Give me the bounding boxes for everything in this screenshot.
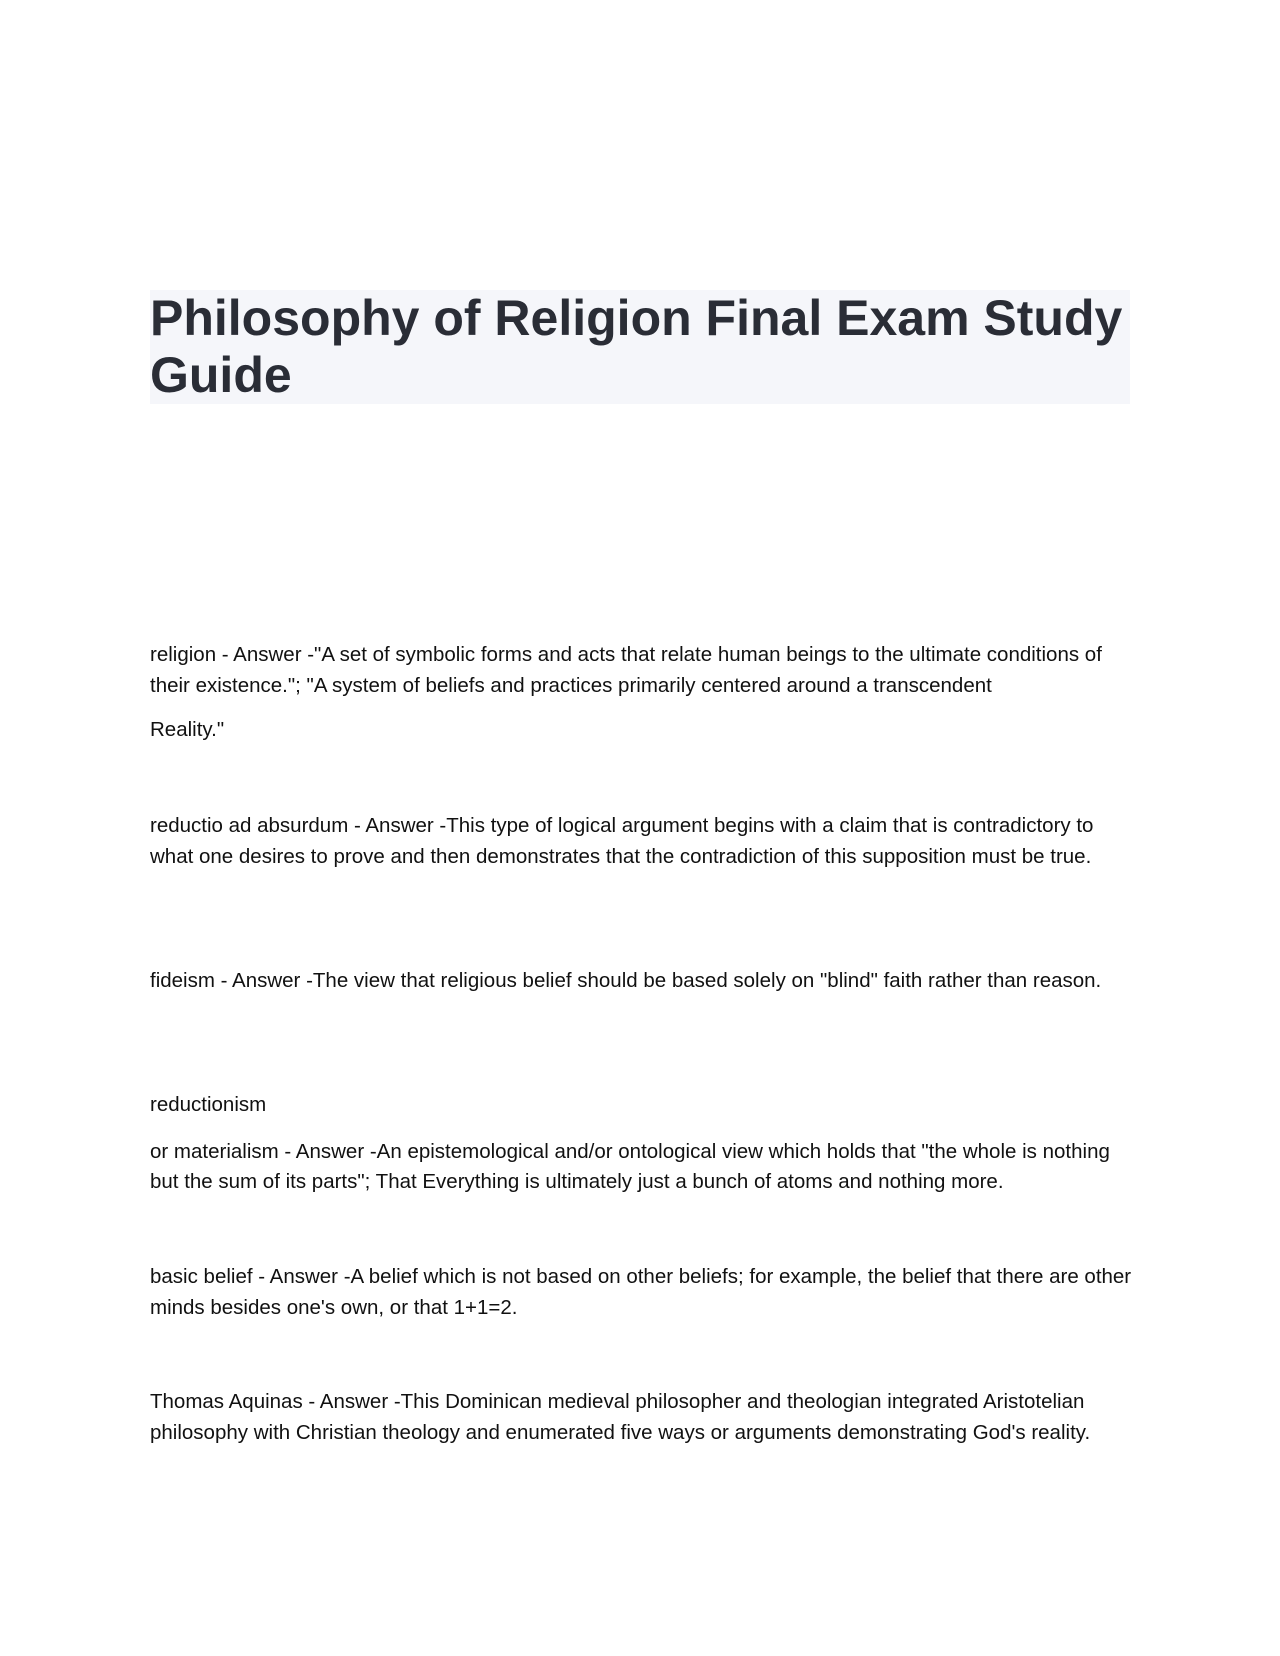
page-title: Philosophy of Religion Final Exam Study Guide	[150, 290, 1123, 403]
entry-reductionism	[150, 1090, 1140, 1198]
entry-basic-belief	[150, 1262, 1140, 1323]
entry-fideism	[150, 966, 1140, 997]
entry-text: reductio ad absurdum - Answer -This type of logical argument begins with a claim that is contradictory to what one desires to prove and then demonstrates that the contradiction of this supposition must be true.	[150, 814, 1094, 868]
entry-text-continued: or materialism - Answer -An epistemological and/or ontological view which holds that "the whole is nothing but the sum of its parts"; That Everything is ultimately just a bunch of atoms and nothing more.	[150, 1139, 1110, 1193]
entry-text: fideism - Answer -The view that religious belief should be based solely on "blind" faith rather than reason.	[150, 969, 1102, 992]
entry-text: Thomas Aquinas - Answer -This Dominican medieval philosopher and theologian integrated Aristotelian philosophy with Christian theology and enumerated five ways or arguments demonstrating God's reality.	[150, 1390, 1091, 1444]
entry-text: religion - Answer -"A set of symbolic forms and acts that relate human beings to the ultimate conditions of their existence."; "A system of beliefs and practices primarily centered around a transcendent	[150, 643, 1102, 697]
entry-reductio-ad-absurdum	[150, 811, 1140, 872]
title-block	[150, 290, 1130, 404]
entry-thomas-aquinas	[150, 1387, 1140, 1448]
entry-text-continued: Reality."	[150, 718, 225, 741]
entry-text: reductionism	[150, 1093, 267, 1116]
entry-text: basic belief - Answer -A belief which is not based on other beliefs; for example, the belief that there are other minds besides one's own, or that 1+1=2.	[150, 1265, 1132, 1319]
entry-religion	[150, 640, 1140, 746]
